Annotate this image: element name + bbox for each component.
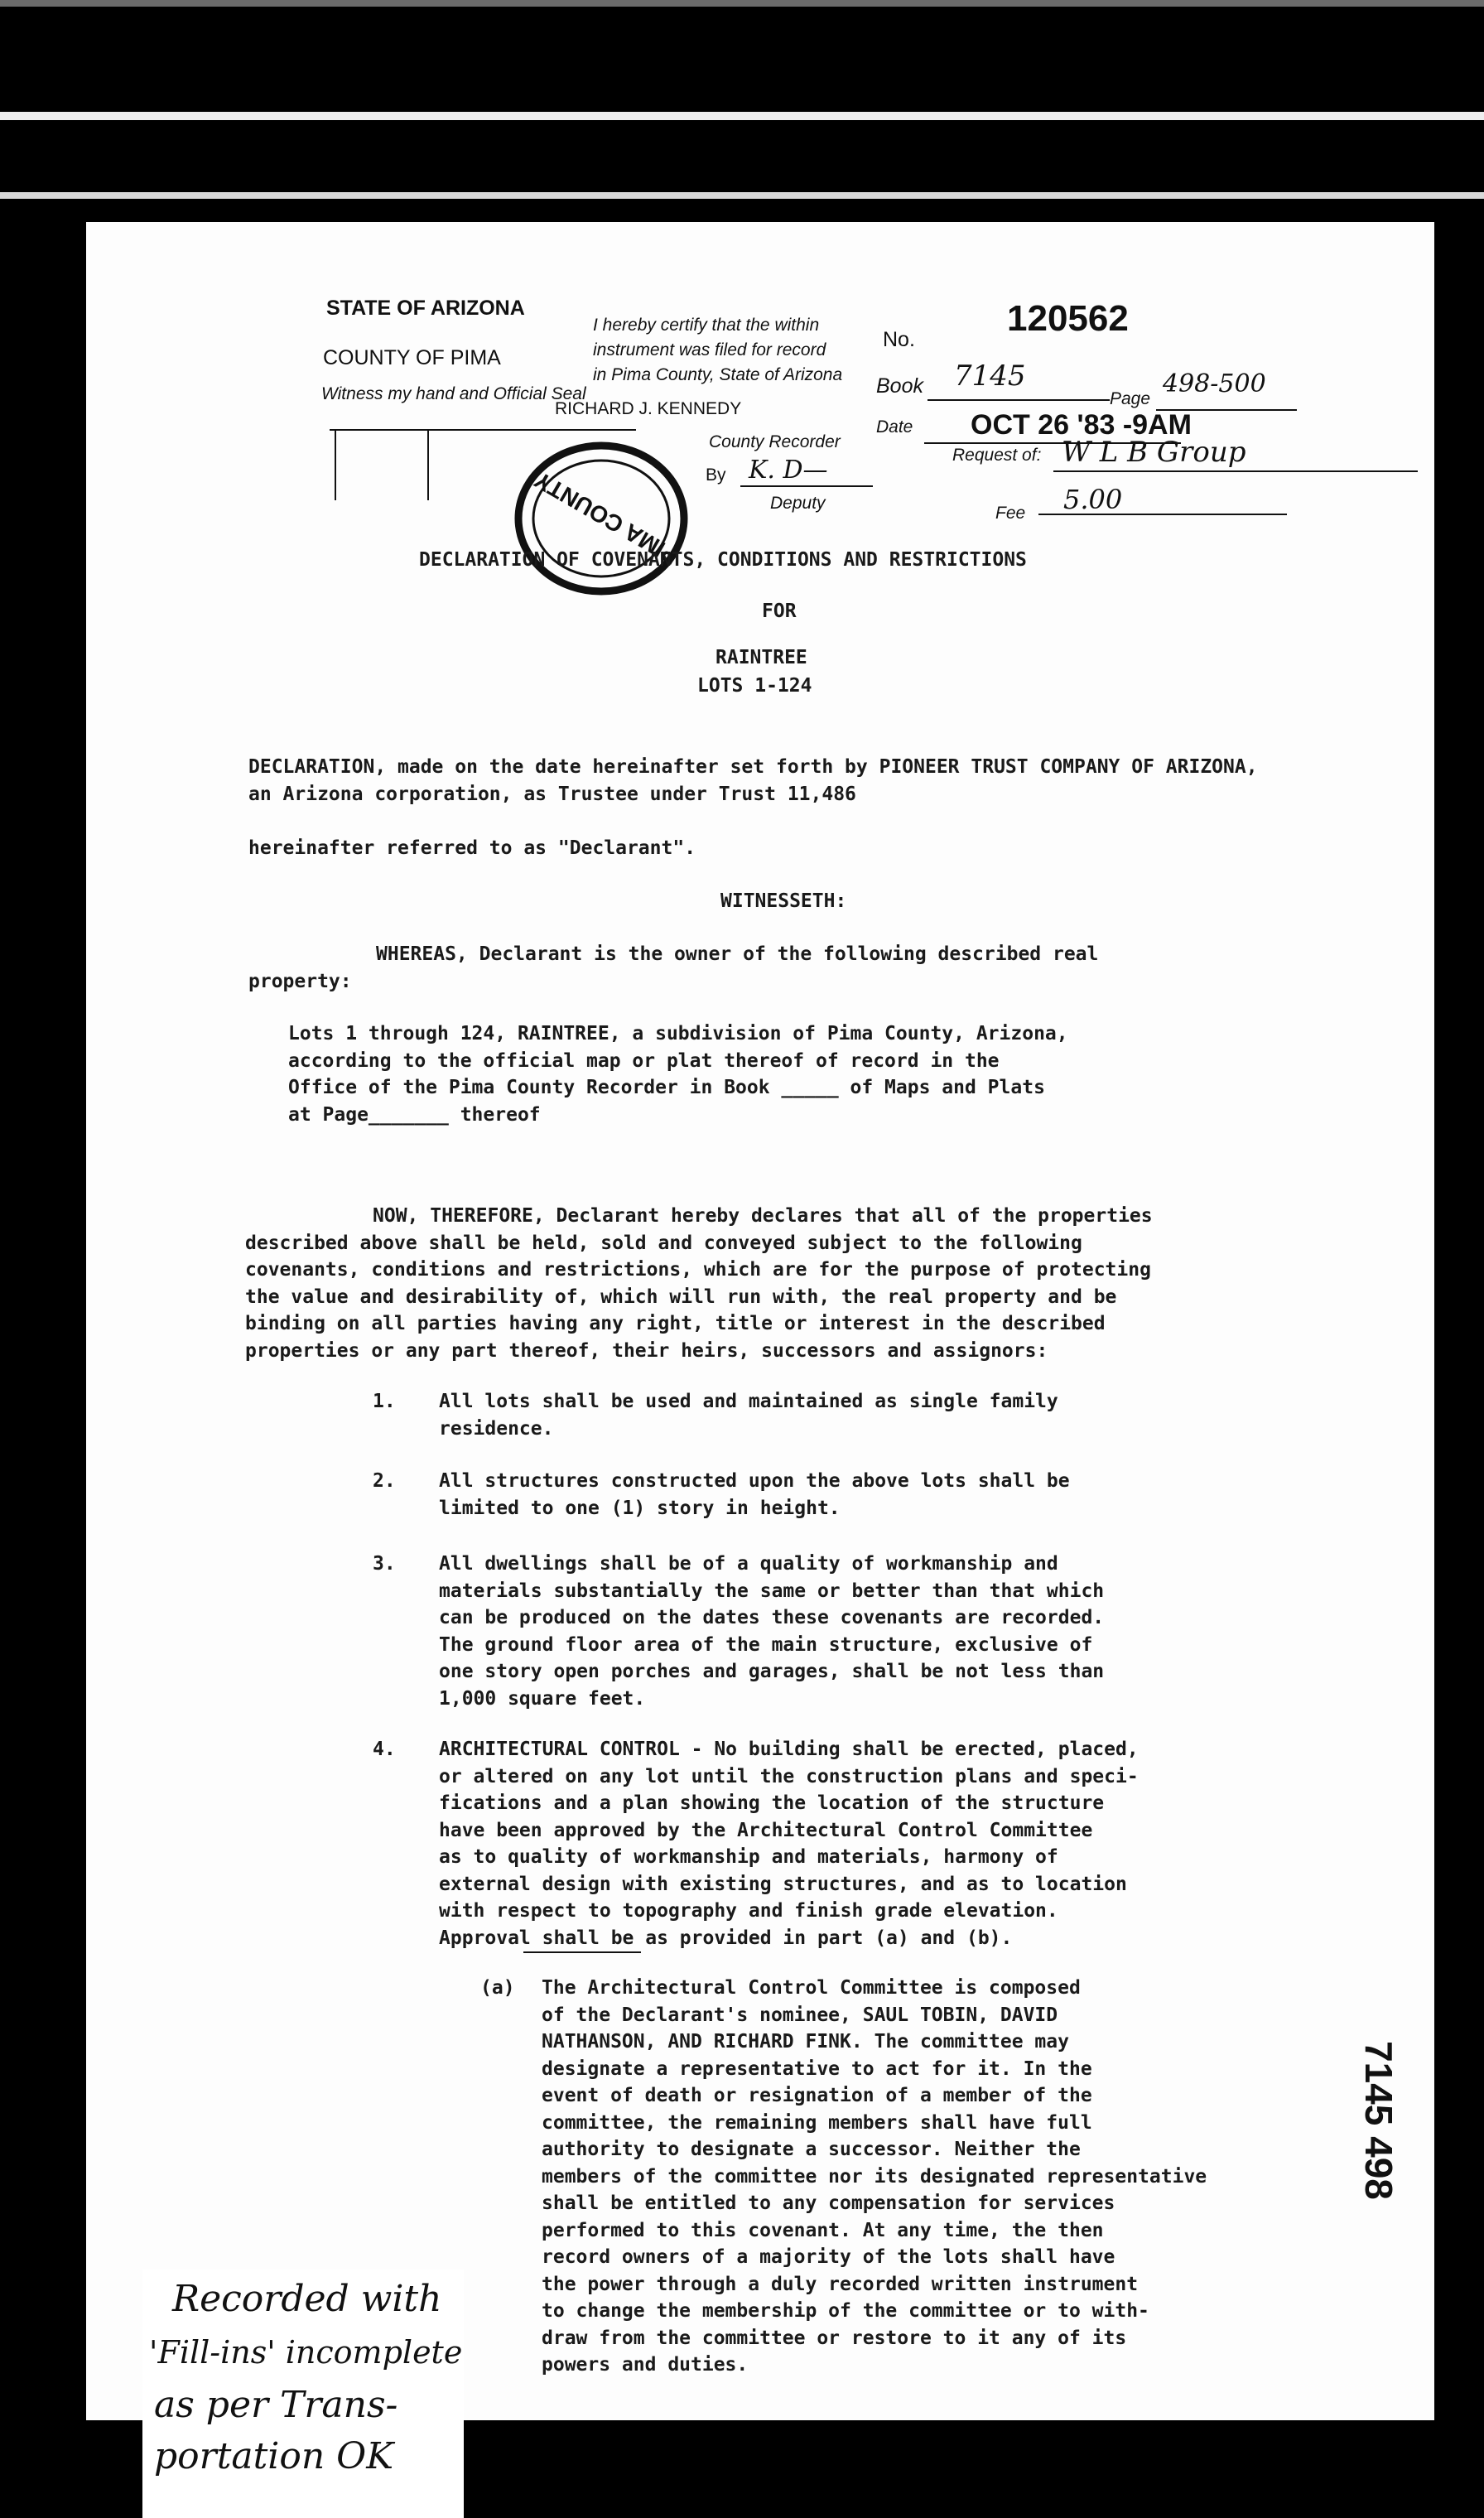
item-4-line-6: external design with existing structures, and as to location xyxy=(439,1873,1127,1895)
book-line xyxy=(928,399,1110,401)
lots-line-4: at Page_______ thereof xyxy=(288,1103,541,1126)
lots-line-1: Lots 1 through 124, RAINTREE, a subdivision of Pima County, Arizona, xyxy=(288,1023,1068,1044)
title-line-4: LOTS 1-124 xyxy=(697,675,812,697)
item-2-text xyxy=(439,1468,1070,1522)
now-line-3: covenants, conditions and restrictions, which are for the purpose of protecting xyxy=(245,1259,1151,1281)
certify-line-2: instrument was filed for record xyxy=(593,340,826,359)
by-line xyxy=(740,485,873,487)
item-3-line-4: The ground floor area of the main structure, exclusive of xyxy=(439,1633,1093,1656)
now-line-6: properties or any part thereof, their heirs, successors and assignors: xyxy=(245,1339,1048,1362)
item-4-line-3: fications and a plan showing the location of the structure xyxy=(439,1792,1105,1814)
lots-line-3: Office of the Pima County Recorder in Book _____ of Maps and Plats xyxy=(288,1077,1045,1098)
title-line-1: DECLARATION OF COVENANTS, CONDITIONS AND RESTRICTIONS xyxy=(419,549,1027,571)
fee-label: Fee xyxy=(995,504,1026,523)
header-box-left xyxy=(335,431,336,500)
sub-a-text xyxy=(542,1975,1207,2379)
sub-a-line-6: committee, the remaining members shall have full xyxy=(542,2111,1092,2134)
item-1-line-1: All lots shall be used and maintained as single family xyxy=(439,1391,1058,1412)
by-label: By xyxy=(706,465,726,485)
sub-a-label: (a) xyxy=(480,1977,515,1999)
scan-stripe xyxy=(0,192,1484,199)
sub-a-line-14: draw from the committee or restore to it any of its xyxy=(542,2327,1127,2349)
sub-a-line-2: of the Declarant's nominee, SAUL TOBIN, DAVID xyxy=(542,2004,1058,2026)
certify-line-1: I hereby certify that the within xyxy=(593,316,820,335)
book-value: 7145 xyxy=(954,359,1026,393)
sub-a-line-1: The Architectural Control Committee is composed xyxy=(542,1977,1081,1999)
request-line xyxy=(1053,470,1418,472)
declaration-paragraph xyxy=(248,754,1258,808)
page-label: Page xyxy=(1110,389,1151,408)
item-3-line-3: can be produced on the dates these covenants are recorded. xyxy=(439,1607,1105,1628)
note-line-3: as per Trans- xyxy=(154,2384,398,2426)
item-3-line-1: All dwellings shall be of a quality of workmanship and xyxy=(439,1553,1058,1575)
lots-line-2: according to the official map or plat thereof of record in the xyxy=(288,1049,1000,1072)
note-line-1: Recorded with xyxy=(172,2278,442,2320)
state-label: STATE OF ARIZONA xyxy=(326,297,525,320)
book-label: Book xyxy=(876,374,923,398)
scan-edge-top xyxy=(0,0,1484,7)
item-3-text xyxy=(439,1551,1104,1712)
item-4-line-8: Approval shall be as provided in part (a) and (b). xyxy=(439,1927,1013,1949)
page-value: 498-500 xyxy=(1163,369,1266,398)
now-line-5: binding on all parties having any right, title or interest in the described xyxy=(245,1313,1106,1334)
sub-a-line-7: authority to designate a successor. Neither the xyxy=(542,2139,1081,2160)
sub-a-line-12: the power through a duly recorded written instrument xyxy=(542,2273,1139,2295)
title-line-3: RAINTREE xyxy=(716,647,807,668)
deputy-label: Deputy xyxy=(770,494,826,513)
item-3-line-2: materials substantially the same or better than that which xyxy=(439,1580,1105,1602)
item-1-line-2: residence. xyxy=(439,1417,554,1440)
margin-book-page-stamp: 7145 498 xyxy=(1357,2041,1400,2200)
witness-label: Witness my hand and Official Seal xyxy=(321,384,586,403)
sub-a-line-9: shall be entitled to any compensation for services xyxy=(542,2192,1115,2214)
county-seal xyxy=(508,436,707,601)
recorder-name: RICHARD J. KENNEDY xyxy=(555,399,742,418)
item-2-line-2: limited to one (1) story in height. xyxy=(439,1497,841,1519)
lots-paragraph xyxy=(288,1020,1068,1128)
date-value: OCT 26 '83 -9AM xyxy=(971,409,1192,441)
note-line-4: portation OK xyxy=(154,2435,394,2477)
whereas-line-2: property: xyxy=(248,970,352,992)
sub-a-line-11: record owners of a majority of the lots shall have xyxy=(542,2246,1115,2268)
sub-a-line-10: performed to this covenant. At any time, the then xyxy=(542,2219,1104,2241)
request-label: Request of: xyxy=(952,446,1042,465)
item-3-line-5: one story open porches and garages, shall be not less than xyxy=(439,1661,1105,1682)
sub-a-line-5: event of death or resignation of a member of the xyxy=(542,2085,1092,2106)
item-4-number: 4. xyxy=(373,1739,396,1760)
item-3-number: 3. xyxy=(373,1553,396,1575)
header-box-divider xyxy=(427,431,429,500)
item-4-line-4: have been approved by the Architectural Control Committee xyxy=(439,1819,1093,1841)
whereas-paragraph xyxy=(248,941,1098,995)
witnesseth-heading: WITNESSETH: xyxy=(720,890,847,912)
document-page xyxy=(86,222,1434,2420)
seal-label: PIMA COUNTY xyxy=(530,466,683,570)
now-line-2: described above shall be held, sold and conveyed subject to the following xyxy=(245,1232,1082,1254)
request-value: W L B Group xyxy=(1062,436,1246,469)
header-box-top xyxy=(330,429,636,431)
date-label: Date xyxy=(876,417,913,437)
note-line-2: 'Fill-ins' incomplete xyxy=(149,2334,463,2371)
square-feet-blank xyxy=(523,1951,641,1953)
item-4-text xyxy=(439,1736,1139,1951)
sub-a-line-4: designate a representative to act for it. In the xyxy=(542,2057,1092,2080)
item-4-line-2: or altered on any lot until the construction plans and speci- xyxy=(439,1765,1139,1787)
whereas-line-1: WHEREAS, Declarant is the owner of the following described real xyxy=(376,943,1099,965)
certify-block xyxy=(593,313,842,388)
sub-a-line-8: members of the committee nor its designated representative xyxy=(542,2165,1207,2188)
sub-a-line-13: to change the membership of the committee or to with- xyxy=(542,2300,1149,2322)
item-2-number: 2. xyxy=(373,1470,396,1492)
item-1-text xyxy=(439,1388,1058,1442)
no-label: No. xyxy=(883,328,915,351)
certify-line-3: in Pima County, State of Arizona xyxy=(593,365,843,384)
deputy-signature: K. D— xyxy=(749,456,828,485)
handwritten-note xyxy=(142,2270,464,2518)
county-label: COUNTY OF PIMA xyxy=(323,346,501,369)
item-4-line-5: as to quality of workmanship and materials, harmony of xyxy=(439,1846,1058,1868)
fee-value: 5.00 xyxy=(1063,484,1123,515)
item-2-line-1: All structures constructed upon the above lots shall be xyxy=(439,1470,1070,1492)
item-3-line-6: 1,000 square feet. xyxy=(439,1687,646,1710)
now-line-4: the value and desirability of, which will run with, the real property and be xyxy=(245,1286,1117,1308)
item-4-line-1: ARCHITECTURAL CONTROL - No building shall be erected, placed, xyxy=(439,1739,1139,1760)
title-line-2: FOR xyxy=(762,601,797,622)
item-1-number: 1. xyxy=(373,1391,396,1412)
now-therefore-paragraph xyxy=(245,1203,1153,1364)
now-line-1: NOW, THEREFORE, Declarant hereby declares that all of the properties xyxy=(373,1205,1153,1227)
scan-band xyxy=(0,112,1484,120)
document-number: 120562 xyxy=(1007,298,1129,339)
item-4-line-7: with respect to topography and finish grade elevation. xyxy=(439,1900,1058,1922)
sub-a-line-15: powers and duties. xyxy=(542,2354,749,2376)
sub-a-line-3: NATHANSON, AND RICHARD FINK. The committee may xyxy=(542,2031,1069,2053)
declaration-line-2: an Arizona corporation, as Trustee under Trust 11,486 xyxy=(248,783,856,805)
declaration-line-1: DECLARATION, made on the date hereinafter set forth by PIONEER TRUST COMPANY OF ARIZONA, xyxy=(248,756,1258,778)
recorder-title: County Recorder xyxy=(709,432,841,451)
declarant-reference: hereinafter referred to as "Declarant". xyxy=(248,837,696,859)
